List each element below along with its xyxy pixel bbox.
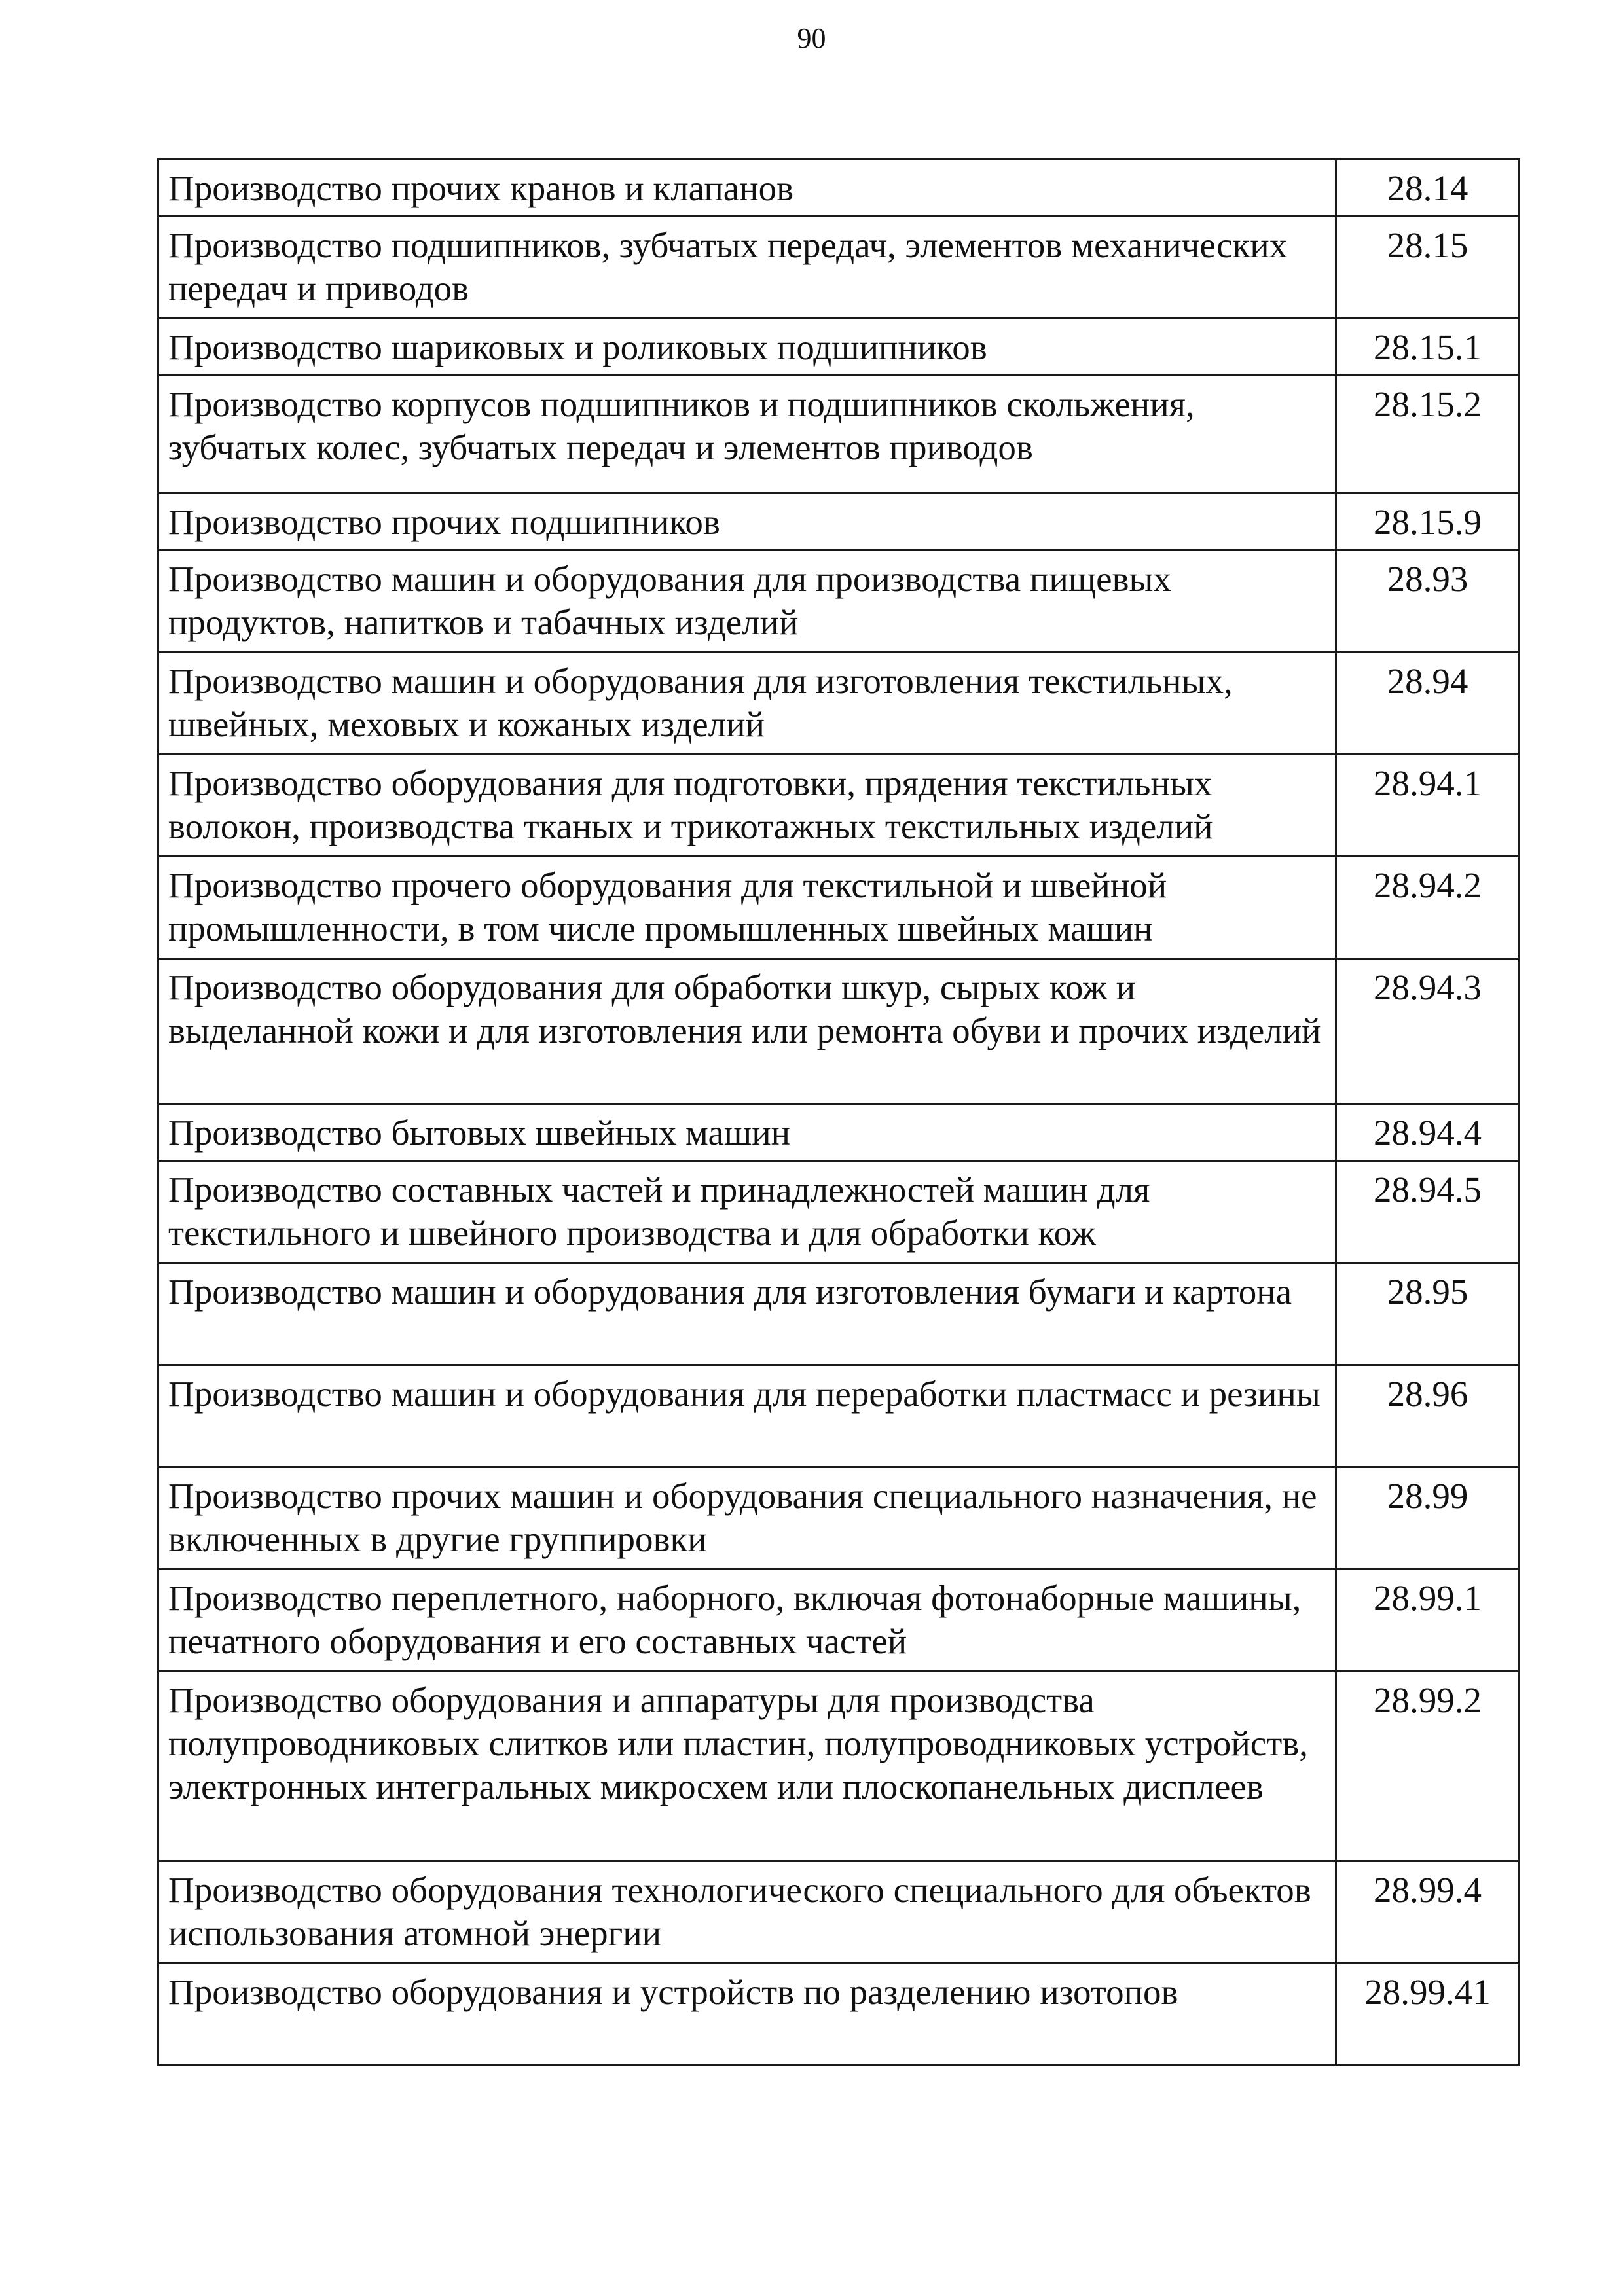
activity-code: 28.99.4 [1336,1861,1520,1964]
activity-description: Производство машин и оборудования для производства пищевых продуктов, напитков и табачных изделий [158,550,1336,653]
activity-description: Производство подшипников, зубчатых передач, элементов механических передач и приводов [158,217,1336,319]
activity-description: Производство переплетного, наборного, включая фотонаборные машины, печатного оборудования и его составных частей [158,1570,1336,1672]
table-row [158,217,1520,319]
activity-description: Производство прочих кранов и клапанов [158,160,1336,217]
activity-description: Производство прочих машин и оборудования специального назначения, не включенных в другие группировки [158,1467,1336,1570]
table-row [158,1672,1520,1861]
table-row [158,1570,1520,1672]
table-row [158,376,1520,493]
table-body [158,160,1520,2066]
activity-code: 28.15.1 [1336,319,1520,376]
activity-code: 28.15.2 [1336,376,1520,493]
activity-description: Производство корпусов подшипников и подшипников скольжения, зубчатых колес, зубчатых передач и элементов приводов [158,376,1336,493]
activity-description: Производство машин и оборудования для изготовления бумаги и картона [158,1263,1336,1365]
activity-description: Производство оборудования и аппаратуры для производства полупроводниковых слитков или пластин, полупроводниковых устройств, электронных интегральных микросхем или плоскопанельных дисплеев [158,1672,1336,1861]
table-row [158,1365,1520,1467]
activity-code: 28.96 [1336,1365,1520,1467]
activity-code: 28.94.2 [1336,857,1520,959]
activity-code: 28.99.41 [1336,1964,1520,2066]
activity-code: 28.94.5 [1336,1161,1520,1263]
activity-code: 28.94.3 [1336,959,1520,1104]
table-row [158,857,1520,959]
page-number: 90 [797,22,826,54]
activity-code: 28.99.1 [1336,1570,1520,1672]
table-row [158,160,1520,217]
activity-code: 28.94.4 [1336,1104,1520,1161]
activity-description: Производство прочего оборудования для текстильной и швейной промышленности, в том числе промышленных швейных машин [158,857,1336,959]
table-row [158,1104,1520,1161]
table-row [158,653,1520,755]
table-row [158,1467,1520,1570]
table-row [158,959,1520,1104]
activity-description: Производство оборудования для подготовки, прядения текстильных волокон, производства тканых и трикотажных текстильных изделий [158,755,1336,857]
activity-code: 28.14 [1336,160,1520,217]
activity-code: 28.95 [1336,1263,1520,1365]
activity-code: 28.15 [1336,217,1520,319]
activity-description: Производство прочих подшипников [158,493,1336,550]
activity-code: 28.99.2 [1336,1672,1520,1861]
table-row [158,1263,1520,1365]
table-row [158,755,1520,857]
activity-code: 28.93 [1336,550,1520,653]
activity-code: 28.99 [1336,1467,1520,1570]
activity-description: Производство шариковых и роликовых подшипников [158,319,1336,376]
table-row [158,1861,1520,1964]
activity-description: Производство оборудования технологического специального для объектов использования атомной энергии [158,1861,1336,1964]
table-row [158,493,1520,550]
activity-description: Производство машин и оборудования для изготовления текстильных, швейных, меховых и кожаных изделий [158,653,1336,755]
table-row [158,1161,1520,1263]
activity-code: 28.94 [1336,653,1520,755]
activity-description: Производство оборудования и устройств по разделению изотопов [158,1964,1336,2066]
table-row [158,1964,1520,2066]
activity-description: Производство оборудования для обработки шкур, сырых кож и выделанной кожи и для изготовления или ремонта обуви и прочих изделий [158,959,1336,1104]
table-row [158,550,1520,653]
activity-description: Производство составных частей и принадлежностей машин для текстильного и швейного производства и для обработки кож [158,1161,1336,1263]
activity-code: 28.94.1 [1336,755,1520,857]
activity-code: 28.15.9 [1336,493,1520,550]
activity-description: Производство машин и оборудования для переработки пластмасс и резины [158,1365,1336,1467]
table-row [158,319,1520,376]
activity-description: Производство бытовых швейных машин [158,1104,1336,1161]
okved-codes-table [157,158,1520,2066]
